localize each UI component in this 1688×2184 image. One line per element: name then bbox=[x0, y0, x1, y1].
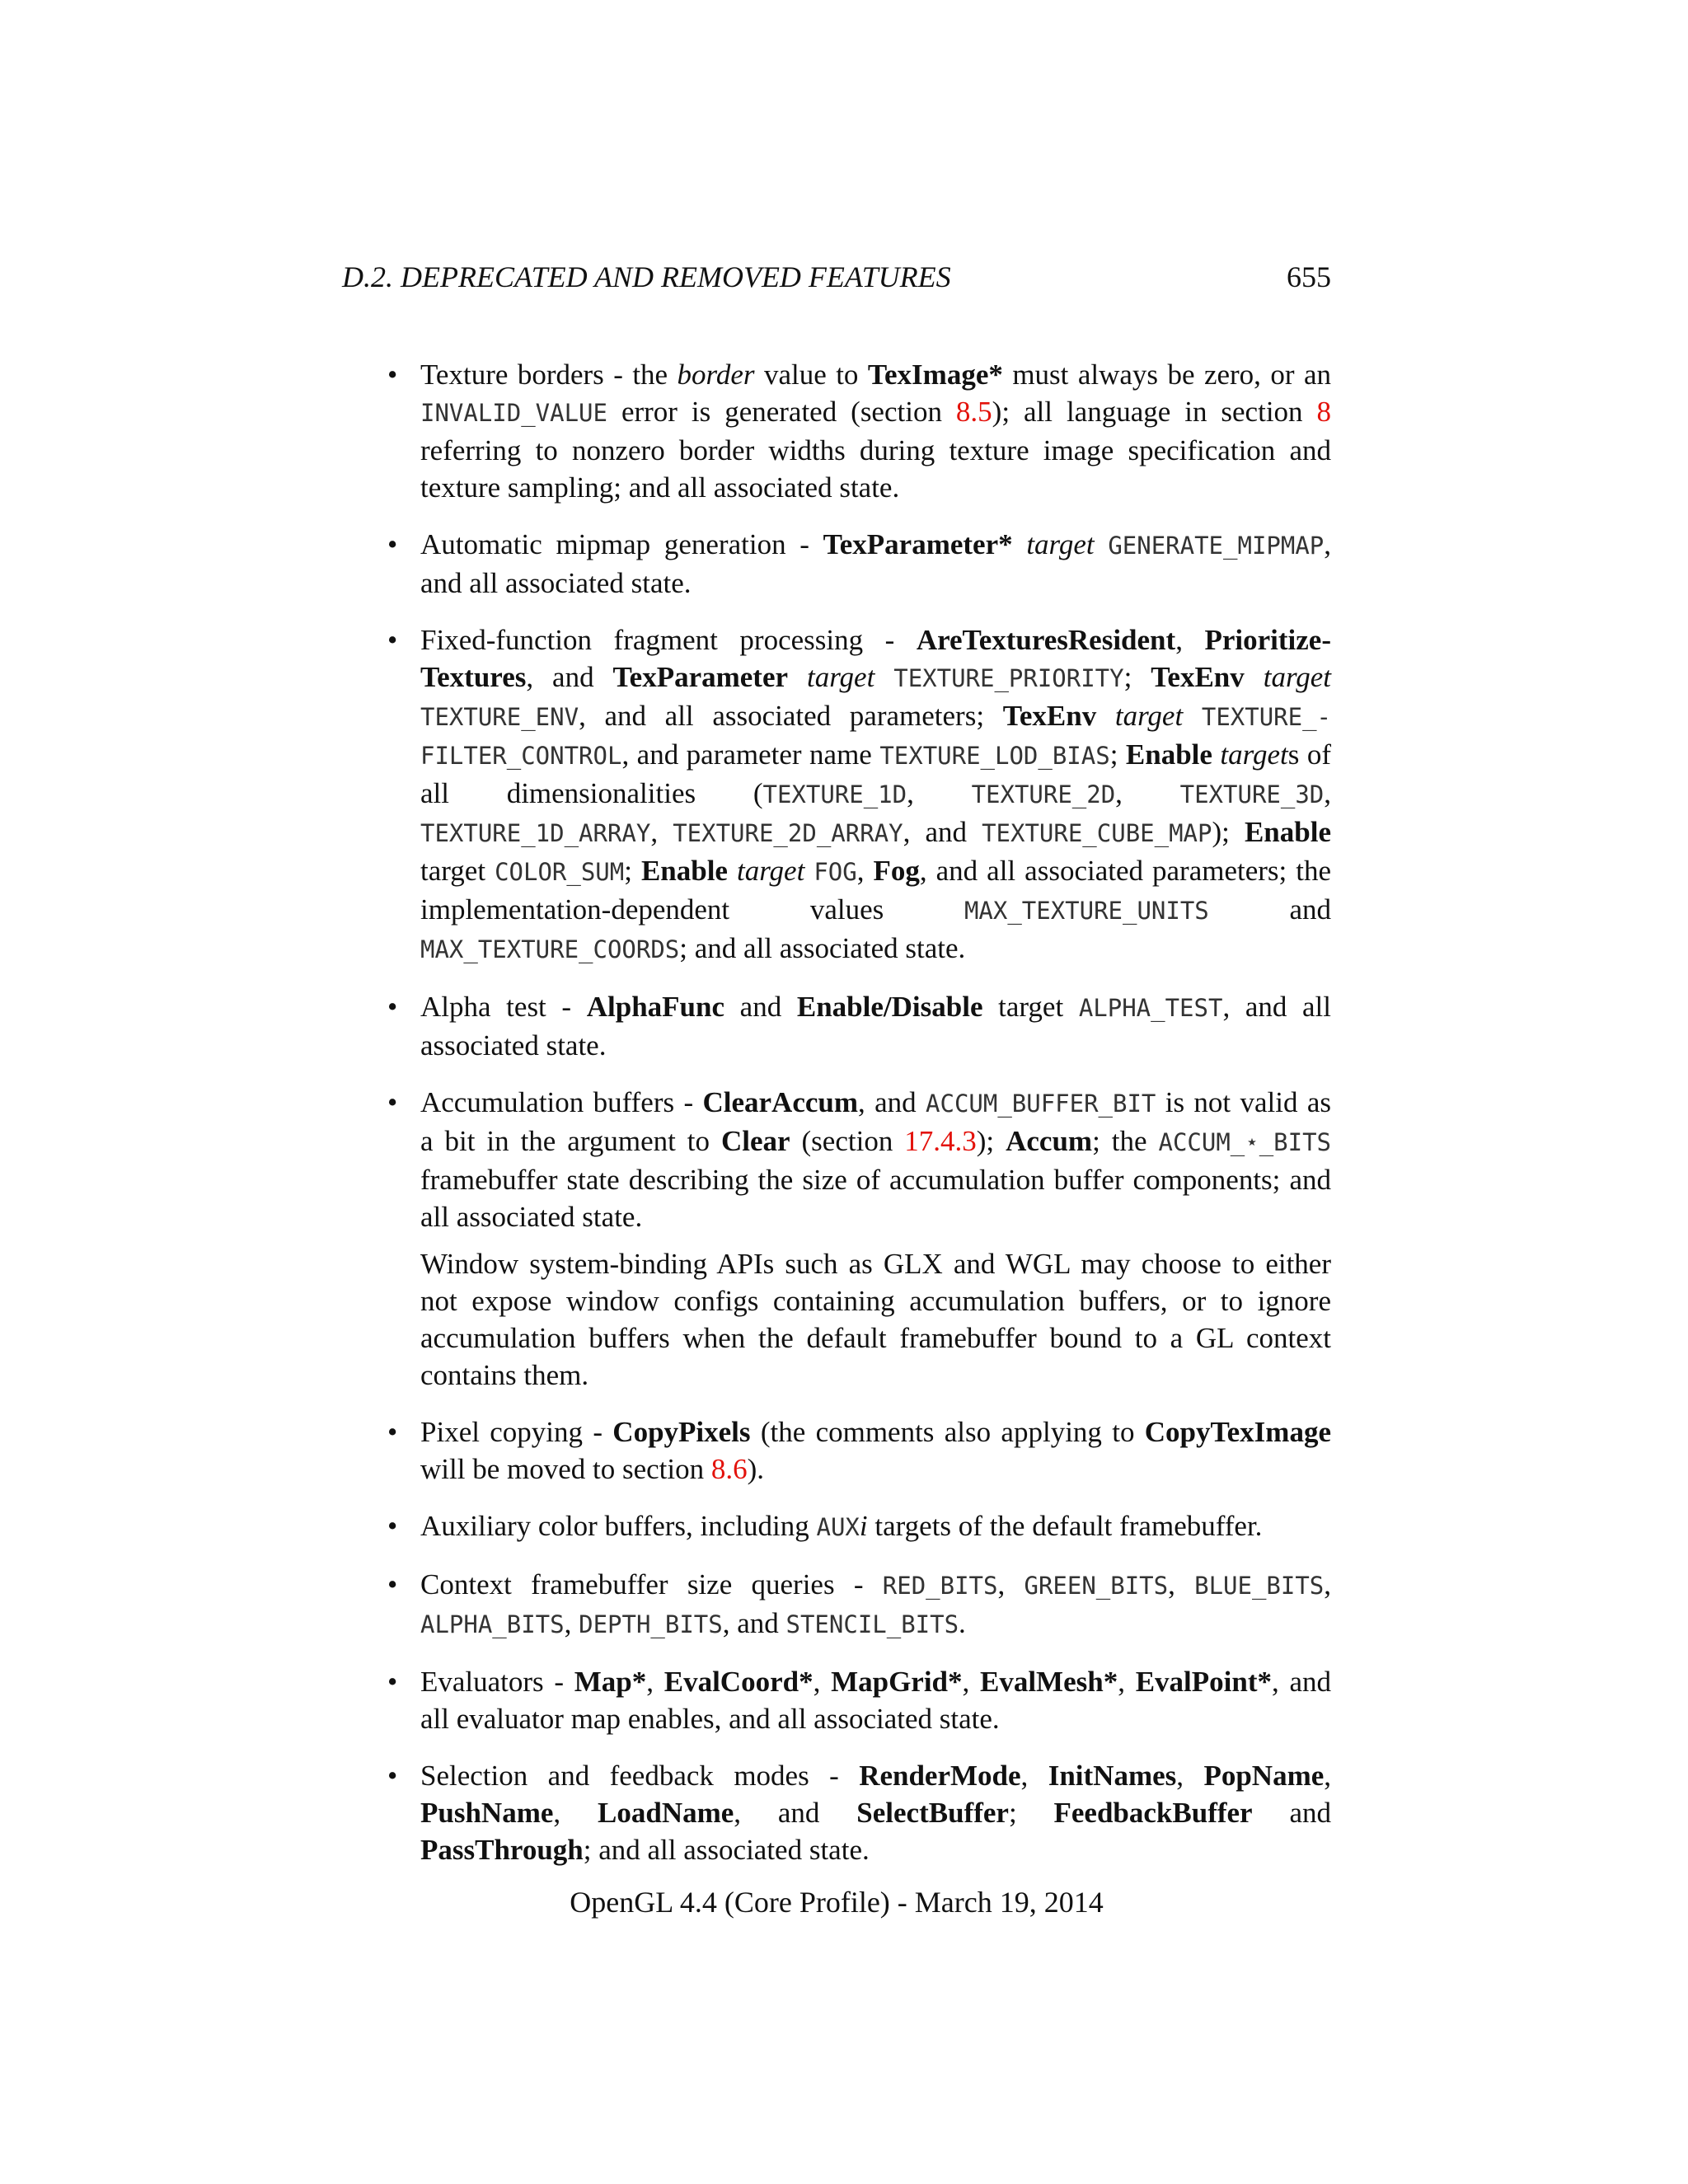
list-item bbox=[342, 1084, 1331, 1394]
bullet-icon: • bbox=[387, 1416, 398, 1448]
item-text: Accumulation buffers - ClearAccum, and ACCUM_BUFFER_BIT is not valid as a bit in the argument to Clear (section 17.4.3); Accum; the ACCUM_⋆_BITS framebuffer state describing the size of accumulation buffer components; and all associated state. bbox=[420, 1086, 1332, 1233]
bullet-icon: • bbox=[387, 624, 398, 656]
list-item bbox=[342, 621, 1331, 968]
item-text: Fixed-function fragment processing - AreTexturesResident, PrioritizeTextures, and TexParameter target TEXTURE_PRIORITY; TexEnv target TEXTURE_ENV, and all associated parameters; TexEnv target TEXTURE_FILTER_CONTROL, and parameter name TEXTURE_LOD_BIAS; Enable targets of all dimensionalities (TEXTURE_1D, TEXTURE_2D, TEXTURE_3D, TEXTURE_1D_ARRAY, TEXTURE_2D_ARRAY, and TEXTURE_CUBE_MAP); Enable target COLOR_SUM; Enable target FOG, Fog, and all associated parameters; the implementation-dependent values MAX_TEXTURE_UNITS and MAX_TEXTURE_COORDS; and all associated state. bbox=[420, 624, 1332, 964]
bullet-icon: • bbox=[387, 1086, 398, 1118]
list-item bbox=[342, 1663, 1331, 1737]
list-item bbox=[342, 988, 1331, 1064]
document-page bbox=[342, 0, 1331, 2184]
list-item bbox=[342, 1413, 1331, 1488]
running-header bbox=[342, 259, 1331, 295]
item-text: Alpha test - AlphaFunc and Enable/Disable target ALPHA_TEST, and all associated state. bbox=[420, 991, 1332, 1062]
bullet-icon: • bbox=[387, 1666, 398, 1698]
list-item bbox=[342, 526, 1331, 602]
list-item bbox=[342, 1566, 1331, 1643]
bullet-icon: • bbox=[387, 359, 398, 391]
page-number: 655 bbox=[1287, 260, 1331, 293]
bullet-icon: • bbox=[387, 528, 398, 560]
bullet-icon: • bbox=[387, 991, 398, 1023]
section-title: D.2. DEPRECATED AND REMOVED FEATURES bbox=[342, 260, 951, 293]
item-note: Window system-binding APIs such as GLX and WGL may choose to either not expose window configs containing accumulation buffers, or to ignore accumulation buffers when the default framebuffer bound to a GL context contains them. bbox=[420, 1248, 1331, 1391]
page-footer: OpenGL 4.4 (Core Profile) - March 19, 2014 bbox=[570, 1886, 1104, 1919]
item-text: Texture borders - the border value to TexImage* must always be zero, or an INVALID_VALUE error is generated (section 8.5); all language in section 8 referring to nonzero border widths during texture image specification and texture sampling; and all associated state. bbox=[420, 359, 1331, 504]
section-link[interactable]: 17.4.3 bbox=[904, 1125, 977, 1157]
item-text: Context framebuffer size queries - RED_BITS, GREEN_BITS, BLUE_BITS, ALPHA_BITS, DEPTH_BITS, and STENCIL_BITS. bbox=[420, 1568, 1331, 1639]
list-item bbox=[342, 1757, 1331, 1868]
item-text: Selection and feedback modes - RenderMode, InitNames, PopName, PushName, LoadName, and SelectBuffer; FeedbackBuffer and PassThrough; and all associated state. bbox=[420, 1760, 1332, 1866]
item-text: Pixel copying - CopyPixels (the comments also applying to CopyTexImage will be moved to section 8.6). bbox=[420, 1416, 1331, 1485]
item-text: Auxiliary color buffers, including AUXi targets of the default framebuffer. bbox=[420, 1510, 1263, 1542]
list-item bbox=[342, 1507, 1331, 1546]
item-text: Evaluators - Map*, EvalCoord*, MapGrid*, EvalMesh*, EvalPoint*, and all evaluator map enables, and all associated state. bbox=[420, 1666, 1331, 1735]
section-link[interactable]: 8.5 bbox=[955, 396, 992, 428]
feature-list bbox=[342, 356, 1331, 1888]
bullet-icon: • bbox=[387, 1760, 398, 1792]
list-item bbox=[342, 356, 1331, 506]
section-link[interactable]: 8.6 bbox=[710, 1453, 748, 1485]
section-link[interactable]: 8 bbox=[1316, 396, 1331, 428]
bullet-icon: • bbox=[387, 1568, 398, 1601]
bullet-icon: • bbox=[387, 1510, 398, 1542]
item-text: Automatic mipmap generation - TexParameter* target GENERATE_MIPMAP, and all associated state. bbox=[420, 528, 1331, 599]
